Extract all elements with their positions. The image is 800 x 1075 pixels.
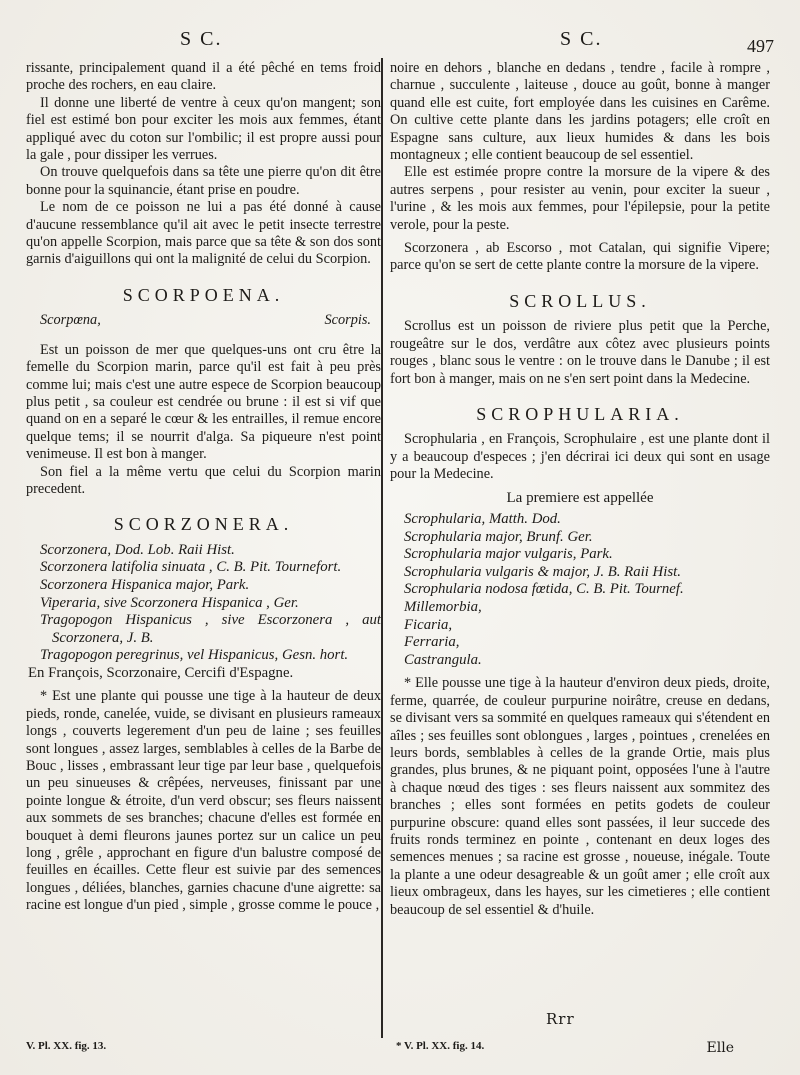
running-head-left: S C.: [180, 28, 223, 50]
french-names: En François, Scorzonaire, Cercifi d'Espagne.: [28, 664, 294, 681]
synonym: Scorzonera latifolia sinuata , C. B. Pit. Tournefort.: [40, 559, 342, 576]
column-divider: [381, 58, 383, 1038]
plate-reference-left: V. Pl. XX. fig. 13.: [26, 1040, 107, 1052]
plate-reference-right: * V. Pl. XX. fig. 14.: [396, 1040, 485, 1052]
paragraph: noire en dehors , blanche en dedans , tendre , facile à rompre , charnue , succulente , laiteuse , douce au goût, bonne à manger quand elle est cuite, fort employée dans les cuisines en Carême. On cultive cette plante dans les jardins potagers; elle croît en Espagne sans culture, aux lieux humides & dans les bois montagneux ; elle contient beaucoup de sel essentiel.: [390, 60, 770, 164]
synonym: Castrangula.: [404, 651, 482, 668]
paragraph: Il donne une liberté de ventre à ceux qu'on mangent; son fiel est estimé bon pour exciter les mois aux femmes, étant appliqué avec du coton sur l'ombilic; il est propre aussi pour la gale , pour dissiper les verrues.: [26, 94, 381, 164]
synonym: Millemorbia,: [404, 598, 482, 615]
paragraph: * Est une plante qui pousse une tige à la hauteur de deux pieds, ronde, canelée, vuide, se divisant en plusieurs rameaux longs , couverts legerement d'un peu de laine ; ses feuilles sont longues , assez larges, semblables à celles de la Barbe de Bouc , lisses , embrassant leur tige par leur base , quelquefois un peu sinueuses & crêpées, nerveuses, finissant par une pointe longue & étroite, d'un verd obscur; ses fleurs naissent aux sommets de ses branches; chacune d'elles est formée en bouquet à demi fleurons jaunes portez sur un calice un peu long , grêle , approchant en figure d'un balustre composé de feuilles en écailles. Cette fleur est suivie par des semences longues , déliées, blanches, garnies chacune d'une aigrette: sa racine est longue d'un pied , simple , grosse comme le pouce ,: [26, 688, 381, 914]
synonym: Scrophularia major, Brunf. Ger.: [404, 528, 593, 545]
paragraph: Son fiel a la même vertu que celui du Scorpion marin precedent.: [26, 463, 381, 497]
entry-heading-scorpoena: SCORPOENA.: [122, 284, 285, 305]
synonym-list: [26, 542, 381, 665]
paragraph: Scrollus est un poisson de riviere plus petit que la Perche, rougeâtre sur le dos, verdâtre aux côtez avec plusieurs points rouges , blanc sous le ventre : on le trouve dans le Danube ; il est fort bon à manger, mais on ne s'en sert point dans la Medecine.: [390, 318, 770, 387]
synonym: Ficaria,: [404, 616, 453, 633]
entry-heading-scrollus: SCROLLUS.: [509, 290, 651, 311]
synonym-row: [26, 312, 381, 329]
paragraph: Est un poisson de mer que quelques-uns ont cru être la femelle du Scorpion marin, parce qu'il est fait à peu près comme lui; mais c'est une autre espece de Scorpion beaucoup plus petit , sa couleur est cendrée ou brune : il est si vif que quand on en a separé le cœur & les entrailles, il remue encore quelque tems; il se nourrit d'alga. Sa piqueure n'est point venimeuse. Il est bon à manger.: [26, 341, 381, 463]
synonym: Viperaria, sive Scorzonera Hispanica , Ger.: [40, 594, 299, 611]
synonym: Scorzonera Hispanica major, Park.: [40, 576, 250, 593]
page-number: 497: [747, 36, 774, 56]
catchword: Elle: [706, 1040, 734, 1056]
synonym: Scorpis.: [324, 312, 371, 329]
entry-heading-scrophularia: SCROPHULARIA.: [476, 403, 684, 424]
synonym: Scorzonera, Dod. Lob. Raii Hist.: [40, 541, 235, 558]
paragraph: On trouve quelquefois dans sa tête une pierre qu'on dit être bonne pour la squinancie, étant prise en poudre.: [26, 164, 381, 198]
synonym: Scrophularia vulgaris & major, J. B. Raii Hist.: [404, 563, 681, 580]
synonym: Scrophularia, Matth. Dod.: [404, 510, 561, 527]
paragraph: Le nom de ce poisson ne lui a pas été donné à cause d'aucune ressemblance qu'il ait avec le petit insecte terrestre qu'on appelle Scorpion, mais parce que sa tête & son dos sont garnis d'aiguillons qui ont la malignité de celui du Scorpion.: [26, 199, 381, 268]
running-head-right: S C.: [560, 28, 603, 50]
synonym-list: [390, 511, 770, 669]
synonym: Tragopogon Hispanicus , sive Escorzonera , aut Scorzonera, J. B.: [40, 612, 381, 646]
signature-mark: Rrr: [546, 1010, 575, 1028]
synonym: Scorpœna,: [40, 312, 101, 329]
paragraph: Scorzonera , ab Escorso , mot Catalan, qui signifie Vipere; parce qu'on se sert de cette plante contre la morsure de la vipere.: [390, 240, 770, 274]
right-column: [390, 60, 770, 919]
subheading: La premiere est appellée: [506, 489, 654, 506]
synonym: Scrophularia nodosa fœtida, C. B. Pit. Tournef.: [404, 581, 684, 598]
paragraph: Scrophularia , en François, Scrophulaire , est une plante dont il y a beaucoup d'especes ; j'en décrirai ici deux qui sont en usage pour la Medecine.: [390, 431, 770, 483]
entry-heading-scorzonera: SCORZONERA.: [113, 514, 294, 535]
paragraph: rissante, principalement quand il a été pêché en tems froid proche des rochers, en eau claire.: [26, 60, 381, 94]
synonym: Ferraria,: [404, 634, 460, 651]
synonym: Scrophularia major vulgaris, Park.: [404, 546, 613, 563]
synonym: Tragopogon peregrinus, vel Hispanicus, Gesn. hort.: [40, 647, 349, 664]
paragraph: * Elle pousse une tige à la hauteur d'environ deux pieds, droite, ferme, quarrée, de couleur purpurine noirâtre, creuse en dedans, se divisant vers sa sommité en quelques rameaux qui s'étendent en aîles ; ses feuilles sont oblongues , larges , pointues , crenelées en leurs bords, semblables à celles de la grande Ortie, mais plus grandes, plus brunes, & ne piquant point, opposées l'une à l'autre à chaque nœud des tiges : ses fleurs naissent aux sommitez des branches ; elles sont formées en petits godets de couleur purpurine obscure: quand elles sont passées, il leur succede des fruits ronds terminez en pointe , contenant en deux loges des semences menues ; sa racine est grosse , noueuse, inégale. Toute la plante a une odeur desagreable & un goût amer ; elle croît aux lieux ombrageux, dans les hayes, sur les cimetieres ; elle contient beaucoup de sel essentiel & d'huile.: [390, 675, 770, 918]
left-column: [26, 60, 381, 915]
paragraph: Elle est estimée propre contre la morsure de la vipere & des autres serpens , pour resister au venin, pour exciter la sueur , l'urine , & les mois aux femmes, pour l'épilepsie, pour la petite verole, pour la peste.: [390, 164, 770, 233]
